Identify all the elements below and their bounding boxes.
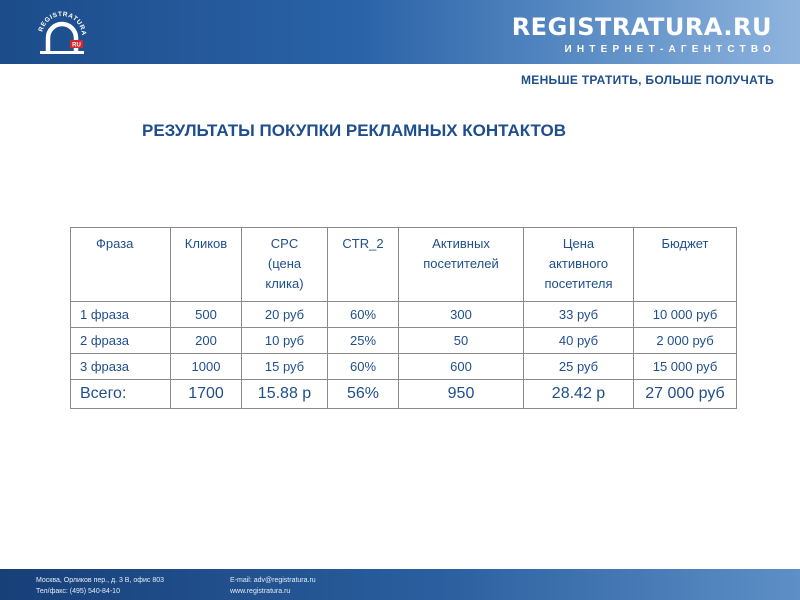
table-header <box>71 228 737 302</box>
column-header-line: (цена <box>267 256 302 271</box>
header-row <box>71 228 737 302</box>
results-table <box>70 227 737 409</box>
column-header <box>71 228 171 302</box>
table-cell: 25 руб <box>524 354 634 380</box>
table-cell: 40 руб <box>524 328 634 354</box>
table-cell: 20 руб <box>242 302 328 328</box>
table-cell: 200 <box>171 328 242 354</box>
footer-email[interactable]: E-mail: adv@registratura.ru <box>230 577 316 584</box>
table-cell: 1700 <box>171 380 242 409</box>
column-header-line: Фраза <box>96 236 134 251</box>
table-cell: 600 <box>399 354 524 380</box>
footer-address: Москва, Орликов пер., д. 3 В, офис 803 <box>36 577 165 584</box>
brand-subtitle: ИНТЕРНЕТ-АГЕНТСТВО <box>564 44 776 55</box>
column-header <box>171 228 242 302</box>
table-cell: 28.42 р <box>524 380 634 409</box>
page-title: РЕЗУЛЬТАТЫ ПОКУПКИ РЕКЛАМНЫХ КОНТАКТОВ <box>142 121 567 140</box>
column-header <box>242 228 328 302</box>
table-cell: 10 руб <box>242 328 328 354</box>
column-header-line: посетителей <box>423 256 499 271</box>
column-header-line: Бюджет <box>661 236 709 251</box>
footer-phone: Тел/факс: (495) 540-84-10 <box>36 588 120 595</box>
table-cell: 500 <box>171 302 242 328</box>
header-banner <box>0 0 800 64</box>
table-cell: 10 000 руб <box>634 302 737 328</box>
footer-online <box>230 575 316 597</box>
footer-website[interactable]: www.registratura.ru <box>230 588 291 595</box>
table-cell: 50 <box>399 328 524 354</box>
brand-name: REGISTRATURA.RU <box>511 13 772 41</box>
footer <box>0 569 800 600</box>
column-header-line: Активных <box>432 236 490 251</box>
table-cell: 56% <box>328 380 399 409</box>
phrase-cell: 2 фраза <box>71 328 171 354</box>
table-row <box>71 328 737 354</box>
logo-arc-text: REGISTRATURA <box>37 10 88 37</box>
table-cell: 27 000 руб <box>634 380 737 409</box>
table-cell: 33 руб <box>524 302 634 328</box>
table-cell: 950 <box>399 380 524 409</box>
column-header-line: Цена <box>562 236 595 251</box>
column-header <box>634 228 737 302</box>
slogan: МЕНЬШЕ ТРАТИТЬ, БОЛЬШЕ ПОЛУЧАТЬ <box>520 73 774 87</box>
footer-contacts <box>36 575 164 597</box>
table-cell: 1000 <box>171 354 242 380</box>
column-header <box>524 228 634 302</box>
table-row <box>71 354 737 380</box>
table-cell: 15 руб <box>242 354 328 380</box>
table-cell: 15 000 руб <box>634 354 737 380</box>
column-header-line: CTR_2 <box>342 236 384 251</box>
column-header <box>399 228 524 302</box>
column-header-line: Кликов <box>184 236 228 251</box>
phrase-cell: 3 фраза <box>71 354 171 380</box>
brand-block <box>511 13 776 55</box>
column-header-line: посетителя <box>544 276 613 291</box>
table-cell: 15.88 р <box>242 380 328 409</box>
total-label: Всего: <box>71 380 171 409</box>
column-header-line: CPC <box>270 236 299 251</box>
table-cell: 60% <box>328 354 399 380</box>
column-header <box>328 228 399 302</box>
phrase-cell: 1 фраза <box>71 302 171 328</box>
table-row <box>71 302 737 328</box>
column-header-line: клика) <box>265 276 304 291</box>
registratura-logo <box>34 6 90 58</box>
table-cell: 2 000 руб <box>634 328 737 354</box>
logo-badge: RU <box>72 42 81 49</box>
total-row <box>71 380 737 409</box>
table-cell: 60% <box>328 302 399 328</box>
table-body <box>71 302 737 409</box>
table-cell: 300 <box>399 302 524 328</box>
column-header-line: активного <box>548 256 609 271</box>
table-cell: 25% <box>328 328 399 354</box>
